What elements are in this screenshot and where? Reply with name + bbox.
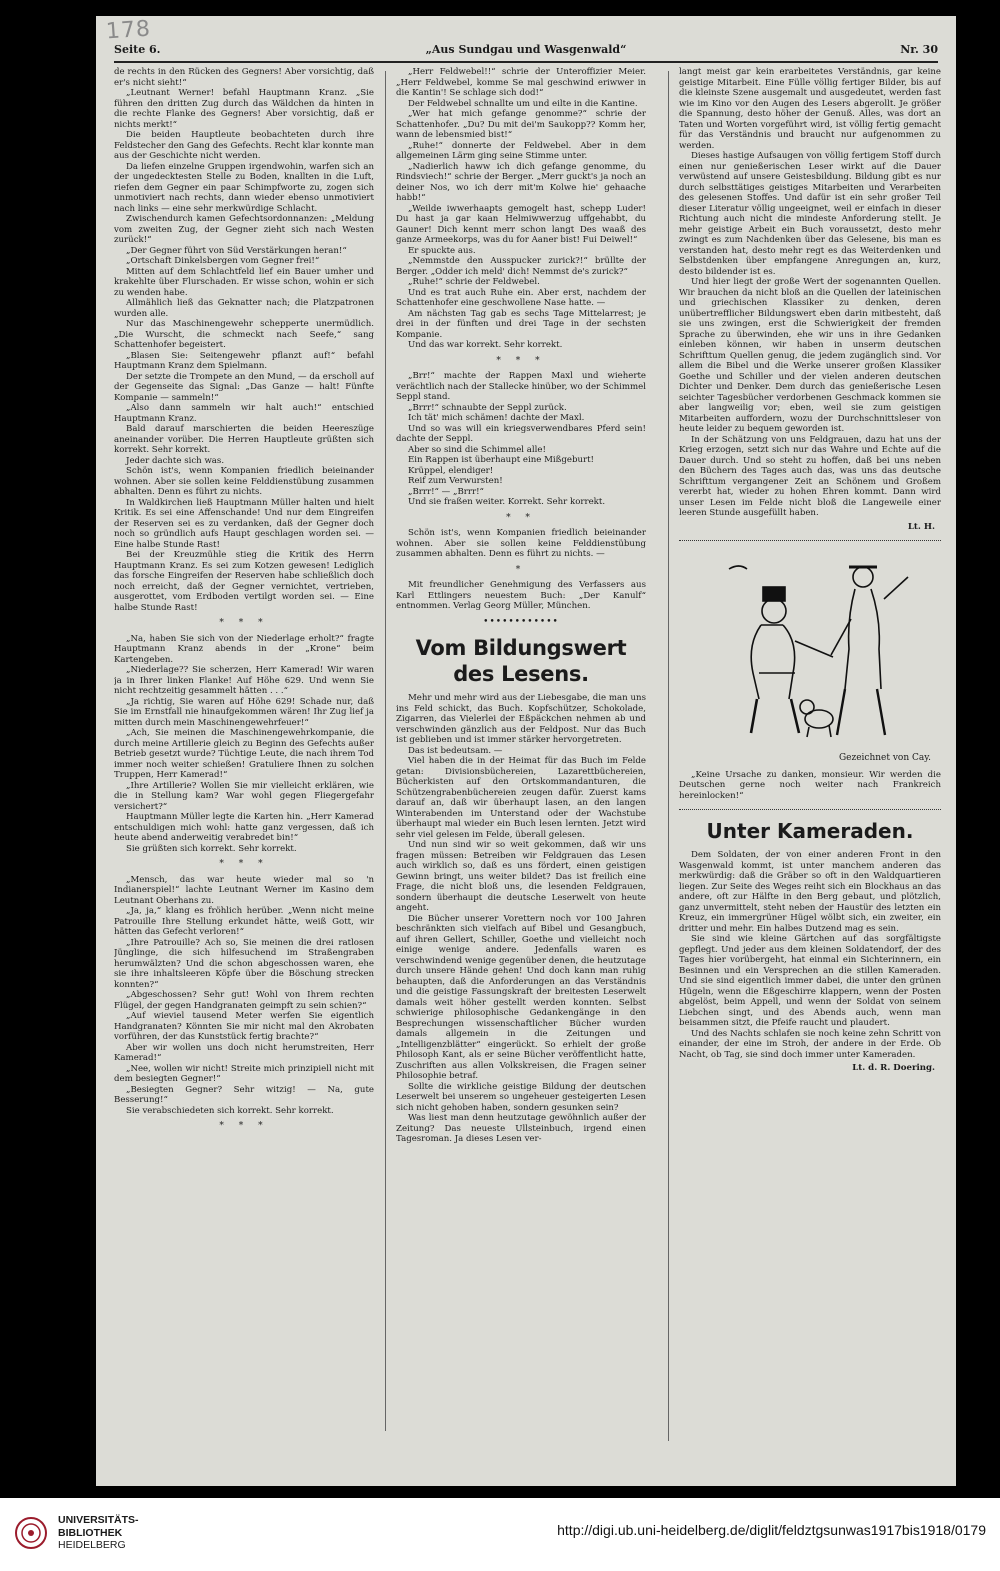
- paragraph: Und des Nachts schlafen sie noch keine zehn Schritt von einander, der eine im Stroh, der andere in der Erde. Ob Nacht, ob Tag, sie sind doch immer unter Kameraden.: [679, 1028, 941, 1060]
- paragraph: Schön ist's, wenn Kompanien friedlich beieinander wohnen. Aber sie sollen keine Felddienstübung zusammen abhalten. Denn es führt zu nichts. —: [396, 528, 646, 559]
- paragraph: Sie verabschiedeten sich korrekt. Sehr korrekt.: [126, 1105, 334, 1116]
- paragraph: Schön ist's, wenn Kompanien friedlich beieinander wohnen. Aber sie sollen keine Felddienstübung zusammen abhalten. Denn es führt zu nichts.: [114, 466, 374, 497]
- paragraph: Dem Soldaten, der von einer anderen Front in den Wasgenwald kommt, ist unter manchem anderen das merkwürdig: daß die Gräber so oft in den Waldquartieren liegen. Zur Seite des Weges reiht sich ein Blockhaus an das andere, oft zur Hälfte in den Berg gebaut, und plötzlich, ganz unvermittelt, steht neben der Haustür des letzten ein Kreuz, ein immergrüner Hügel wölbt sich, ein zweiter, ein dritter und mehr. Ein halbes Dutzend mag es sein.: [679, 850, 941, 934]
- paragraph: Er spuckte aus.: [408, 245, 476, 256]
- paragraph: Die Bücher unserer Vorettern noch vor 100 Jahren beschränkten sich vielfach auf Bibel und Gesangbuch, auf ihren Gellert, Schiller, Goethe und vielleicht noch einige wenige andere. Jedenfalls waren es verschwindend wenige gegenüber denen, die heutzutage durch unsere Hände gehen! Und doch kann man ruhig behaupten, daß die Anforderungen an das Verständnis und die geistige Fassungskraft der breitesten Leserwelt damals weit höher gestellt werden konnten. Selbst schwierige philosophische Gedankengänge in den Besprechungen wissenschaftlicher Bücher wurden damals allgemein in die Zeitungen und „Intelligenzblätter“ eingerückt. So erhielt der große Philosoph Kant, als er seine Bücher veröffentlicht hatte, Zuschriften aus allen Volkskreisen, die Fragen seiner Philosophie betraf.: [396, 913, 646, 1081]
- paragraph: Der setzte die Trompete an den Mund, — da erscholl auf der Gegenseite das Signal: „Das Ganze — halt! Fünfte Kompanie — sammeln!“: [114, 371, 374, 403]
- paragraph: „Ortschaft Dinkelsbergen vom Gegner frei!“: [126, 256, 320, 266]
- header-rule: [114, 61, 938, 63]
- paragraph: „Nemmstde den Ausspucker zurick?!“ brüllte der Berger. „Odder ich meld' dich! Nemmst de's zurick?“: [396, 256, 646, 277]
- paragraph: „Ja richtig, Sie waren auf Höhe 629! Schade nur, daß Sie im Ernstfall nie hinaufgekommen wären! Ihr Zug lief ja mitten durch mein Maschinengewehrfeuer!“: [114, 696, 374, 728]
- column-1: [114, 67, 374, 1427]
- paragraph: Allmählich ließ das Geknatter nach; die Platzpatronen wurden alle.: [114, 298, 374, 319]
- paragraph: „Na, haben Sie sich von der Niederlage erholt?“ fragte Hauptmann Kranz abends in der „Krone“ beim Kartengeben.: [114, 633, 374, 665]
- paragraph: Bei der Kreuzmühle stieg die Kritik des Herrn Hauptmann Kranz. Es sei zum Kotzen gewesen! Lediglich das forsche Eingreifen der Reserven habe schließlich doch noch erreicht, daß der Gegner vernichtet, vertrieben, ausgerottet, vom Erdboden vertilgt worden sei. — Eine halbe Stunde Rast!: [114, 550, 374, 613]
- paragraph: „Ruhe!“ schrie der Feldwebel.: [408, 277, 540, 287]
- section-star: *: [515, 564, 527, 575]
- library-name-line: BIBLIOTHEK: [58, 1526, 123, 1539]
- paragraph: Der Feldwebel schnallte um und eilte in die Kantine.: [408, 98, 638, 109]
- paragraph: langt meist gar kein erarbeitetes Verständnis, gar keine geistige Mitarbeit. Eine Fülle völlig fertiger Bilder, bis auf die kleinste Szene ausgemalt und ausgedeutet, werden fast wie im Kino vor den Augen des Lesers abgerollt. Je größer die Spannung, desto höher der Genuß. Alles, was dort an Taten und Worten vorgeführt wird, ist völlig fertig gemacht für das Verständnis und braucht nur aufgenommen zu werden.: [679, 67, 941, 151]
- section-stars: * *: [506, 512, 536, 523]
- paragraph: Hauptmann Müller legte die Karten hin. „Herr Kamerad entschuldigen mich wohl: hatte ganz vergessen, daß ich heute abend anderweitig verabredet bin!“: [114, 812, 374, 843]
- paragraph: Sie grüßten sich korrekt. Sehr korrekt.: [126, 843, 297, 854]
- header-page: Seite 6.: [114, 43, 161, 56]
- paragraph: Sie sind wie kleine Gärtchen auf das sorgfältigste gepflegt. Und jeder aus dem kleinen Soldatendorf, der des Tages hier vorübergeht, hat einmal ein Sichterinnern, ein Besinnen und ein Versprechen an die stillen Kameraden. Und sie sind eigentlich immer dabei, die unter den grünen Hügeln, wenn die Eßgeschirre klappern, wenn der Posten abgelöst, beim Appell, und wenn der Soldat von seinem Liebchen singt, und des Abends auch, wenn man beisammen sitzt, die Pfeife raucht und plaudert.: [679, 934, 941, 1028]
- section-stars: * * *: [496, 355, 546, 366]
- paragraph: Und so was will ein kriegsverwendbares Pferd sein! dachte der Seppl.: [396, 423, 646, 444]
- paragraph: „Der Gegner führt von Süd Verstärkungen heran!“: [126, 245, 347, 256]
- paragraph: „Ihre Patrouille? Ach so, Sie meinen die drei ratlosen Jünglinge, die sich hilfesuchend im Straßengraben herumwälzten? Und die schon abgeschossen waren, ehe sie ihre inhaltsleeren Köpfe über die Böschung strecken konnten?“: [114, 937, 374, 990]
- paragraph: „Leutnant Werner! befahl Hauptmann Kranz. „Sie führen den dritten Zug durch das Wäldchen da hinten in die rechte Flanke des Gegners! Aber vorsichtig, daß er nichts merkt!“: [114, 88, 374, 130]
- section-stars: * * *: [219, 859, 269, 869]
- paragraph: Mitten auf dem Schlachtfeld lief ein Bauer umher und krakehlte über Flurschaden. Er wisse schon, wohin er sich zu wenden habe.: [114, 266, 374, 298]
- paragraph: Viel haben die in der Heimat für das Buch im Felde getan: Divisionsbüchereien, Lazarettbüchereien, Bücherkisten auf den Ortskommandanturen, die Schützengrabenbüchereien zeugen dafür. Zuerst kams darauf an, daß wir überhaupt lasen, an den langen Winterabenden im Unterstand oder der Wachstube überhaupt mal wieder ein Buch lesen lernten. Jetzt wird sehr viel gelesen im Felde, überall gelesen.: [396, 756, 646, 840]
- paragraph: Zwischendurch kamen Gefechtsordonnanzen: „Meldung vom zweiten Zug, der Gegner zieht sich nach Westen zurück!“: [114, 214, 374, 245]
- dotted-separator: [679, 809, 941, 810]
- paragraph: „Niederlage?? Sie scherzen, Herr Kamerad! Wir waren ja in Ihrer linken Flanke! Auf Höhe 629. Und wenn Sie nicht rechtzeitig gesammelt hätten . . .“: [114, 665, 374, 696]
- library-name-line: HEIDELBERG: [58, 1539, 126, 1551]
- paragraph: Krüppel, elendiger!: [408, 465, 494, 476]
- paragraph: „Abgeschossen? Sehr gut! Wohl von Ihrem rechten Flügel, der gegen Handgranaten geimpft zu sein schien?“: [114, 990, 374, 1011]
- paragraph: Reif zum Verwursten!: [408, 476, 503, 486]
- paragraph: de rechts in den Rücken des Gegners! Aber vorsichtig, daß er's nicht sieht!“: [114, 67, 374, 88]
- source-url[interactable]: http://digi.ub.uni-heidelberg.de/diglit/feldztgsunwas1917bis1918/0179: [557, 1522, 986, 1538]
- page-header: [114, 43, 938, 59]
- paragraph: „Weilde iwwerhaapts gemogelt hast, schepp Luder! Du hast ja gar kaan Helmiwwerzug uffgehabbt, du Gauner! Dich kennt merr schon langt Des waaß des ganze Armeekorps, was du for Aaner bist! Fui Deiwel!“: [396, 203, 646, 245]
- separator-dots: ••••••••••••: [483, 616, 559, 627]
- paragraph: Das ist bedeutsam. —: [408, 745, 503, 756]
- paragraph: „Besiegten Gegner? Sehr witzig! — Na, gute Besserung!“: [114, 1084, 374, 1105]
- paragraph: „Mensch, das war heute wieder mal so 'n Indianerspiel!“ lachte Leutnant Werner im Kasino dem Leutnant Oberhans zu.: [114, 874, 374, 906]
- paragraph: Jeder dachte sich was.: [126, 455, 225, 466]
- library-footer: [0, 1498, 1000, 1571]
- paragraph: Ich tät' mich schämen! dachte der Maxl.: [408, 413, 585, 423]
- paragraph: „Also dann sammeln wir halt auch!“ entschied Hauptmann Kranz.: [114, 403, 374, 424]
- paragraph: Da liefen einzelne Gruppen irgendwohin, warfen sich an der ungedecktesten Stelle zu Boden, knallten in die Luft, riefen dem Gegner ein paar Schimpfworte zu, zogen sich unmotiviert nach rechts, dann wieder ebenso unmotiviert nach links — eine sehr merkwürdige Schlacht.: [114, 161, 374, 214]
- article-signature: Lt. H.: [907, 521, 935, 532]
- column-2: [396, 67, 646, 1437]
- paragraph: „Wer hat mich gefange genomme?“ schrie der Schattenhofer. „Du? Du mit dei'm Saukopp?? Komm her, wann de lebensmied bist!“: [396, 109, 646, 140]
- paragraph: „Blasen Sie: Seitengewehr pflanzt auf!“ befahl Hauptmann Kranz dem Spielmann.: [114, 350, 374, 371]
- paragraph: Ein Rappen ist überhaupt eine Mißgeburt!: [408, 455, 594, 465]
- paragraph: Am nächsten Tag gab es sechs Tage Mittelarrest; je drei in der fünften und drei Tage in der sechsten Kompanie.: [396, 308, 646, 340]
- column-3: [679, 67, 941, 1437]
- paragraph: Nur das Maschinengewehr schepperte unermüdlich. „Die Wurscht, die schmeckt nach Seefe,“ sang Schattenhofer begeistert.: [114, 319, 374, 350]
- paragraph: „Herr Feldwebel!!“ schrie der Unteroffizier Meier. „Herr Feldwebel, komme Se mal geschwind eriwwer in die Kantin'! Se schlage sich dod!“: [396, 67, 646, 98]
- paragraph: Bald darauf marschierten die beiden Heereszüge aneinander vorüber. Die Herren Hauptleute grüßten sich korrekt. Sehr korrekt.: [114, 424, 374, 455]
- paragraph: „Brr!“ machte der Rappen Maxl und wieherte verächtlich nach der Stallecke hinüber, wo der Schimmel Seppl stand.: [396, 371, 646, 402]
- paragraph: Aber so sind die Schimmel alle!: [408, 444, 546, 455]
- paragraph: Dieses hastige Aufsaugen von völlig fertigem Stoff durch einen nur genießerischen Leser wirkt auf die Dauer verwüstend auf unsere Geistesbildung. Bildung gibt es nur durch selbsttätiges geistiges Mitarbeiten und Verarbeiten des gelesenen Stoffes. Und dafür ist ein sehr großer Teil dieser Literatur völlig ungeeignet, weil er einfach in dieser Richtung auch nicht die mindeste Anforderung stellt. Je mehr geistige Arbeit ein Buch voraussetzt, desto mehr zwingt es zum Nachdenken über das Gelesene, bis man es verstanden hat, desto mehr regt es das Weiterdenken und Selbstdenken über empfangene Anregungen an, kurz, desto bildender ist es.: [679, 151, 941, 277]
- article-title: Unter Kameraden.: [706, 819, 914, 843]
- cartoon-caption: Gezeichnet von Cay.: [838, 753, 931, 763]
- paragraph: In der Schätzung von uns Feldgrauen, dazu hat uns der Krieg erzogen, setzt sich nur das Wahre und Echte auf die Dauer durch. Und so steht zu hoffen, daß bei uns neben den Büchern des Tages auch das, was uns das deutsche Schrifttum vergangener Zeit an Schönem und Großem vererbt hat, wieder zu hohen Ehren kommt. Dann wird unser Lesen im Felde nicht bloß die Langeweile einer leeren Stunde ausgefüllt haben.: [679, 434, 941, 518]
- header-number: Nr. 30: [900, 43, 938, 56]
- university-seal-icon: [14, 1516, 48, 1550]
- section-stars: * * *: [219, 1121, 269, 1131]
- dotted-separator: [679, 540, 941, 541]
- paragraph: Und nun sind wir so weit gekommen, daß wir uns fragen müssen: Betreiben wir Feldgrauen das Lesen auch wirklich so, daß es uns fördert, einen geistigen Gewinn bringt, uns weiter bildet? Das ist freilich eine Frage, die nicht bloß uns, die lesenden Feldgrauen, sondern überhaupt die deutsche Leserwelt von heute angeht.: [396, 840, 646, 913]
- column-divider: [668, 71, 669, 1441]
- paragraph: Sollte die wirkliche geistige Bildung der deutschen Leserwelt bei unserem so ungeheuer gesteigerten Lesen sich nicht gehoben haben, sondern gesunken sein?: [396, 1081, 646, 1113]
- paragraph: „Nadierlich haww ich dich gefange genomme, du Rindsviech!“ schrie der Berger. „Merr guckt's ja noch an deiner Nos, wo ich derr mit'm Kolwe hie' gehaache habb!“: [396, 161, 646, 203]
- paragraph: „Ruhe!“ donnerte der Feldwebel. Aber in dem allgemeinen Lärm ging seine Stimme unter.: [396, 140, 646, 161]
- paragraph: Und es trat auch Ruhe ein. Aber erst, nachdem der Schattenhofer eine geschwollene Nase hatte. —: [396, 287, 646, 308]
- library-name: [58, 1514, 139, 1552]
- section-stars: * * *: [219, 618, 269, 628]
- paragraph: Aber wir wollen uns doch nicht herumstreiten, Herr Kamerad!“: [114, 1042, 374, 1063]
- paragraph: „Ach, Sie meinen die Maschinengewehrkompanie, die durch meine Artillerie gleich zu Beginn des Gefechts außer Betrieb gesetzt wurde? Tüchtige Leute, die nach ihrem Tod immer noch weiter schießen! Gratuliere Ihnen zu solchen Truppen, Herr Kamerad!“: [114, 728, 374, 780]
- paragraph: Und sie fraßen weiter. Korrekt. Sehr korrekt.: [408, 497, 606, 507]
- newspaper-page: [96, 16, 956, 1486]
- article-title: Vom Bildungswert des Lesens.: [415, 636, 627, 686]
- paragraph: „Brrr!“ — „Brrr!“: [408, 486, 484, 497]
- paragraph: „Auf wieviel tausend Meter werfen Sie eigentlich Handgranaten? Könnten Sie mir nicht mal den Akrobaten vorführen, der das Kunststück fertig brachte?“: [114, 1011, 374, 1042]
- paragraph: Und hier liegt der große Wert der sogenannten Quellen. Wir brauchen da nicht bloß an die Quellen der lateinischen und griechischen Klassiker zu denken, deren unübertrefflicher Bildungswert eben darin mitbesteht, daß sie uns zwingen, erst die Schwierigkeit der fremden Sprache zu überwinden, ehe wir uns in ihre Gedanken einleben können, wir haben in unserm deutschen Schrifttum Quellen genug, die jedem zugänglich sind. Vor allem die Bibel und die Werke unserer großen Klassiker Goethe und Schiller und der vielen anderen deutschen Dichter und Denker. Dem durch das genießerische Lesen seichter Tagesbücher verdorbenen Geschmack kommen sie aber langweilig vor; eben, weil sie zum geistigen Mitarbeiten auffordern, wozu der Durchschnittsleser von heute leider zu bequem geworden ist.: [679, 277, 941, 434]
- paragraph: „Ihre Artillerie? Wollen Sie mir vielleicht erklären, wie die in Stellung kam? War wohl gegen Fliegergefahr versichert?“: [114, 780, 374, 812]
- paragraph: „Brrr!“ schnaubte der Seppl zurück.: [408, 402, 567, 413]
- column-divider: [385, 71, 386, 1431]
- paragraph: Und das war korrekt. Sehr korrekt.: [408, 340, 563, 350]
- credit-note: Mit freundlicher Genehmigung des Verfassers aus Karl Ettlingers neuestem Buch: „Der Kanulf“ entnommen. Verlag Georg Müller, München.: [396, 580, 646, 611]
- article-signature: Lt. d. R. Doering.: [852, 1063, 935, 1073]
- header-title: „Aus Sundgau und Wasgenwald“: [425, 43, 627, 56]
- cartoon-quote: „Keine Ursache zu danken, monsieur. Wir werden die Deutschen gerne noch weiter nach Frankreich hereinlocken!“: [679, 769, 941, 801]
- paragraph: Was liest man denn heutzutage gewöhnlich außer der Zeitung? Das neueste Ullsteinbuch, irgend einen Tagesroman. Ja dieses Lesen ver-: [396, 1113, 646, 1144]
- paragraph: In Waldkirchen ließ Hauptmann Müller halten und hielt Kritik. Es sei eine Affenschande! Und nur dem Eingreifen der Reserven sei es zu verdanken, daß der Gegner doch noch so gründlich aufs Haupt geschlagen worden sei. — Eine halbe Stunde Rast!: [114, 497, 374, 550]
- paragraph: Die beiden Hauptleute beobachteten durch ihre Feldstecher den Gang des Gefechts. Recht klar konnte man aus der Geschichte nicht werden.: [114, 130, 374, 161]
- pencil-page-number: 178: [105, 16, 152, 45]
- paragraph: „Ja, ja,“ klang es fröhlich herüber. „Wenn nicht meine Patrouille Ihre Stellung erkundet hätte, weiß Gott, wir hätten das Gefecht verloren!“: [114, 906, 374, 937]
- cartoon-illustration: [679, 549, 941, 749]
- paragraph: „Nee, wollen wir nicht! Streite mich prinzipiell nicht mit dem besiegten Gegner!“: [114, 1063, 374, 1084]
- library-name-line: UNIVERSITÄTS-: [58, 1514, 139, 1526]
- paragraph: Mehr und mehr wird aus der Liebesgabe, die man uns ins Feld schickt, das Buch. Kopfschützer, Schokolade, Zigarren, das Vielerlei der Eßpäckchen nehmen ab und verschwinden gänzlich aus der Feldpost. Nur das Buch ist geblieben und ist immer stärker hervorgetreten.: [396, 693, 646, 745]
